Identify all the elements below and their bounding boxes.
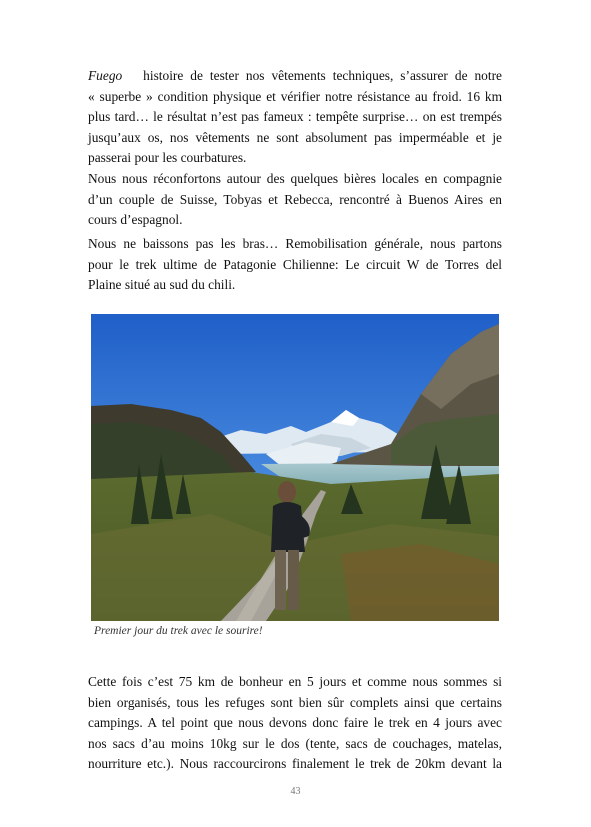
text-line: cours d’espagnol. xyxy=(88,212,183,228)
page-number: 43 xyxy=(290,786,301,797)
text-line: Cette fois c’est 75 km de bonheur en 5 jours et comme nous sommes si xyxy=(88,674,502,689)
text-line: nourriture etc.). Nous raccourcirons finalement le trek de 20km devant la xyxy=(88,756,502,772)
text-line: plus tard… le résultat n’est pas fameux : tempête surprise… on est trempés xyxy=(88,109,502,125)
text-line: Nous ne baissons pas les bras… Remobilisation générale, nous partons xyxy=(88,236,502,251)
paragraph-trek-details xyxy=(88,672,502,775)
text-line: passerai pour les courbatures. xyxy=(88,150,247,166)
text-line: jusqu’aux os, nos vêtements ne sont absolument pas imperméable et je xyxy=(88,129,502,145)
paragraph-remobilisation xyxy=(88,234,502,296)
text-line: nos sacs d’au moins 10kg sur le dos (tente, sacs de couchages, matelas, xyxy=(88,735,502,751)
text-line: d’un couple de Suisse, Tobyas et Rebecca, rencontré à Buenos Aires en xyxy=(88,191,502,207)
text-line: Plaine situé au sud du chili. xyxy=(88,277,236,293)
text-line: « superbe » condition physique et vérifier notre résistance au froid. 16 km xyxy=(88,88,502,104)
text-line: Nous nous réconfortons autour des quelques bières locales en compagnie xyxy=(88,170,502,186)
landscape-illustration xyxy=(91,314,499,621)
text-line: campings. A tel point que nous devons donc faire le trek en 4 jours avec xyxy=(88,715,502,731)
trek-photo xyxy=(91,314,499,621)
paragraph-fuego xyxy=(88,66,502,231)
text-line: pour le trek ultime de Patagonie Chilienne: Le circuit W de Torres del xyxy=(88,256,502,272)
lead-word: Fuego xyxy=(88,68,123,83)
text-line: histoire de tester nos vêtements techniques, s’assurer de notre xyxy=(143,68,502,83)
photo-caption: Premier jour du trek avec le sourire! xyxy=(94,625,263,637)
text-line: bien organisés, tous les refuges sont bien sûr complets ainsi que certains xyxy=(88,694,502,710)
